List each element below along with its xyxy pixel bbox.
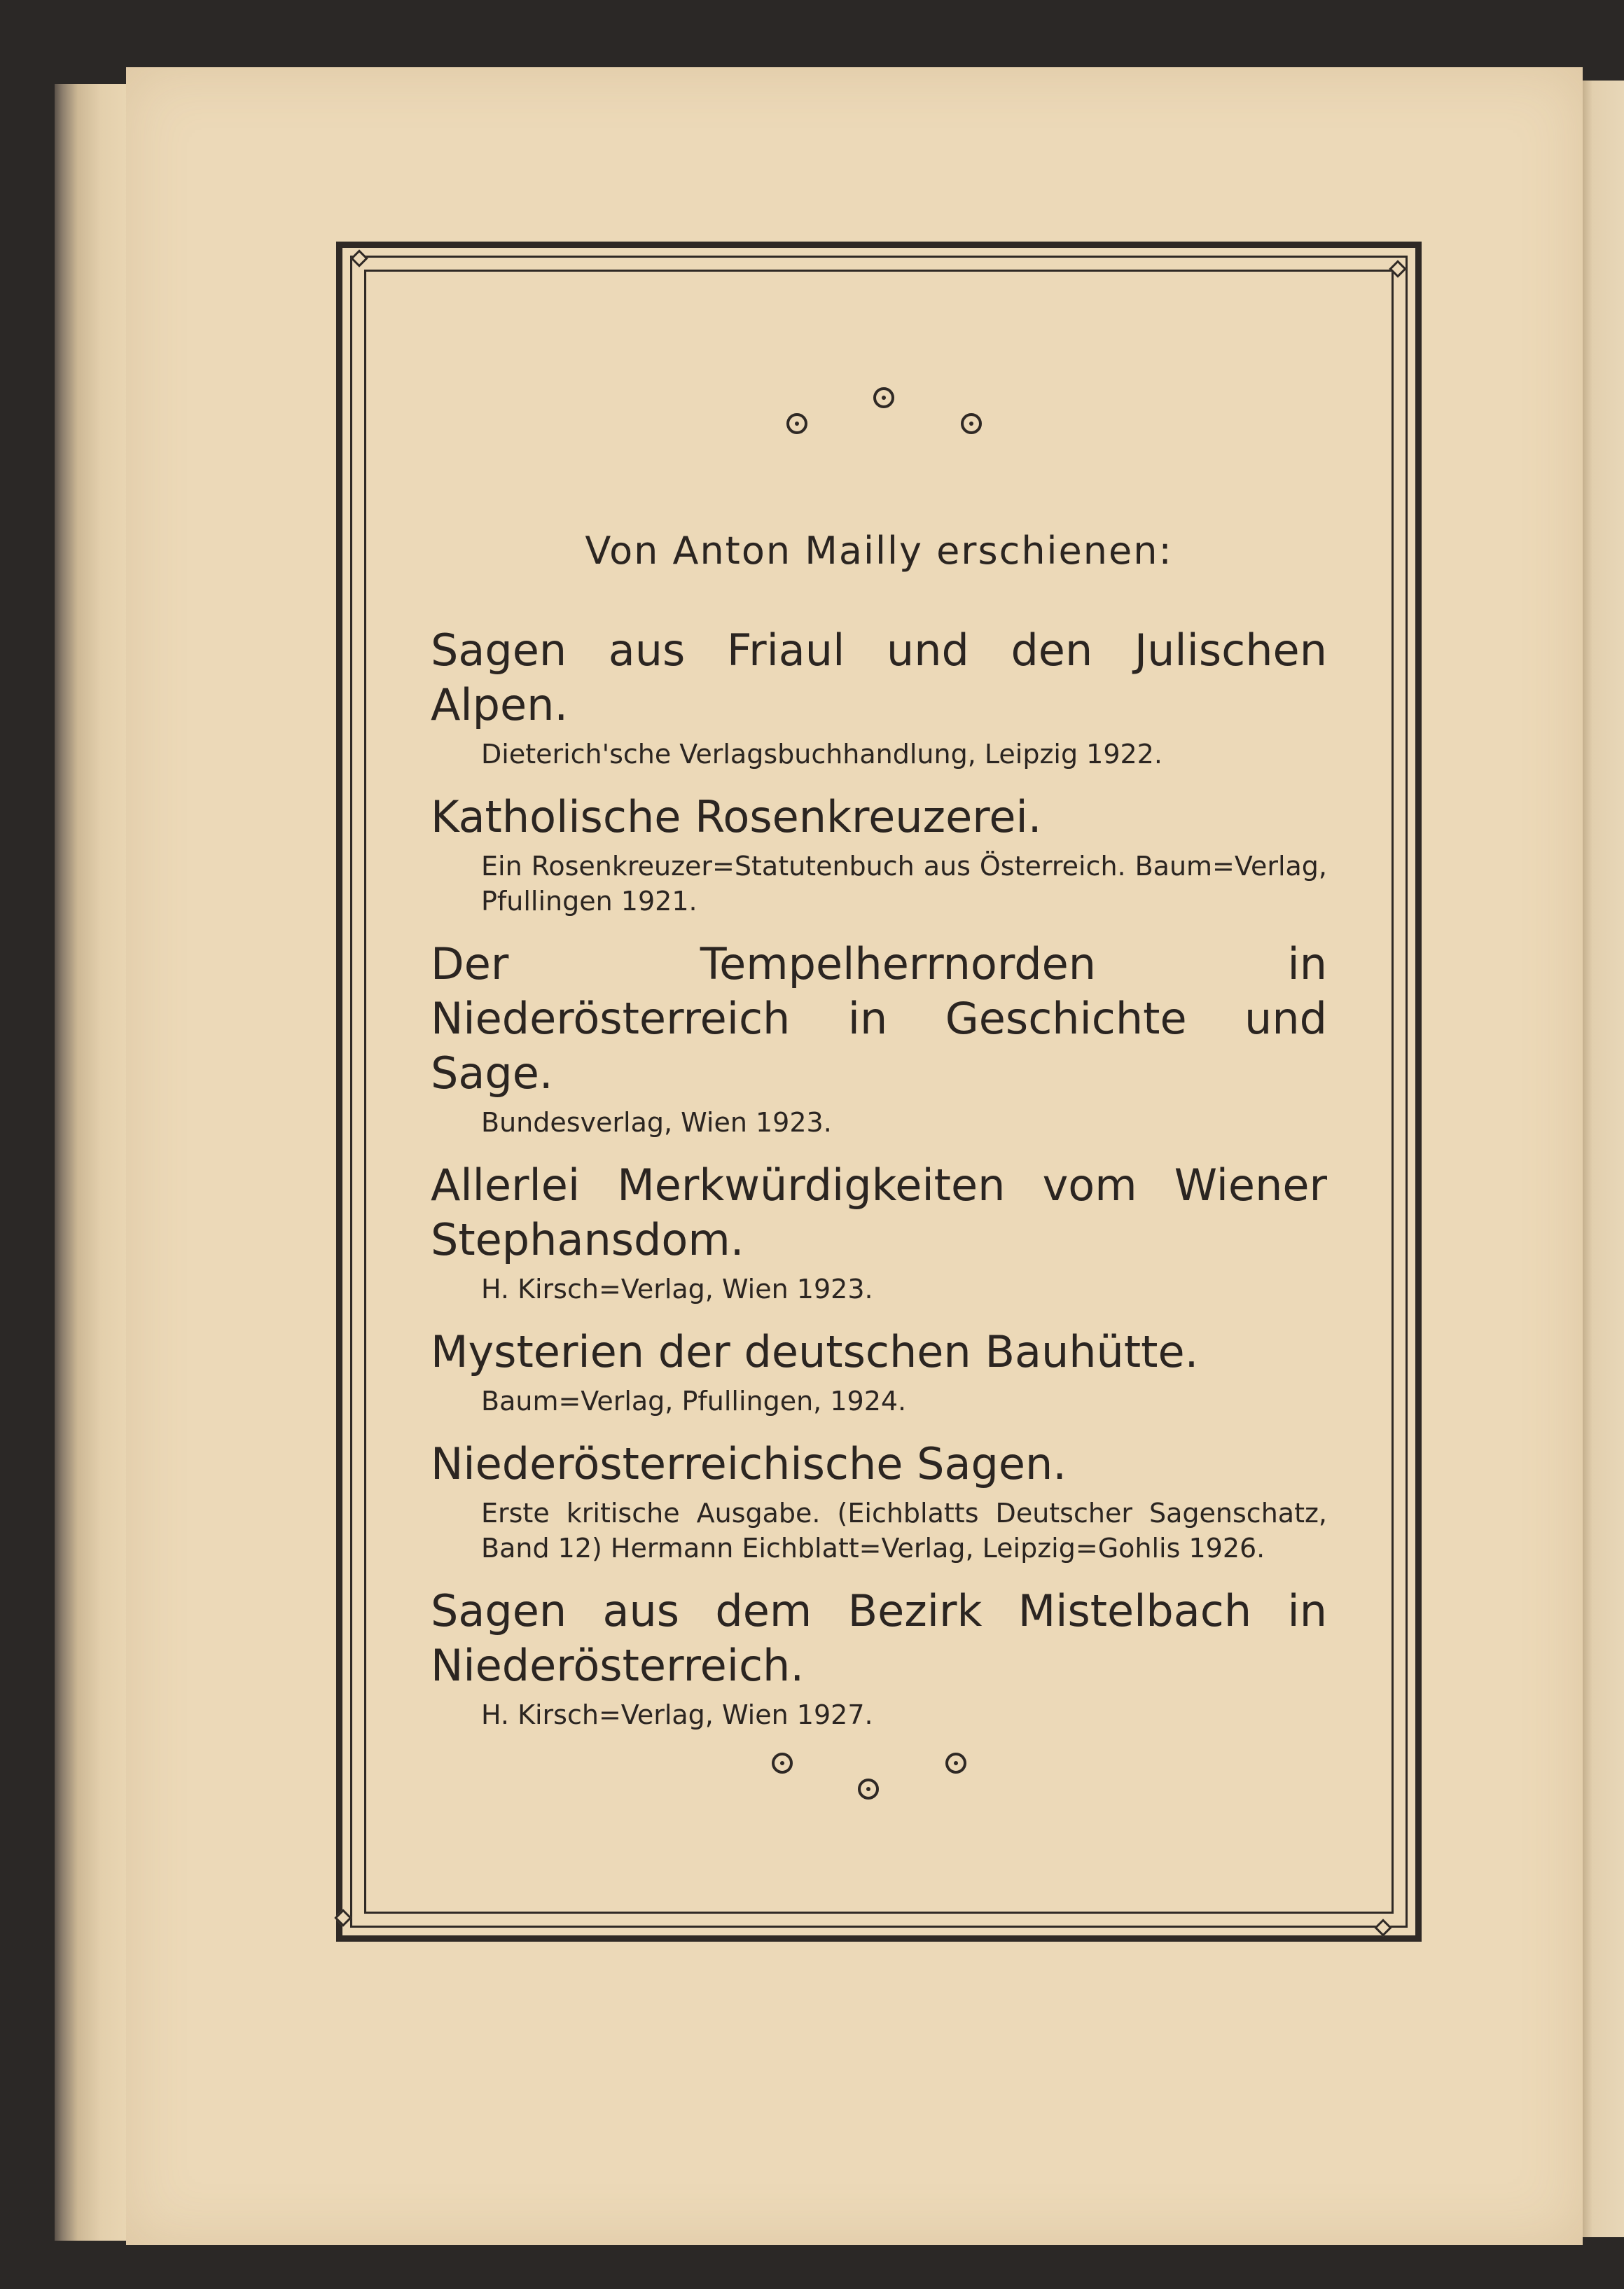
publication-publisher: H. Kirsch=Verlag, Wien 1927.	[481, 1699, 873, 1730]
publication-entry	[431, 790, 1327, 919]
publication-title: Niederösterreichische Sagen.	[431, 1438, 1067, 1489]
publication-publisher: Ein Rosenkreuzer=Statutenbuch aus Österreich. Baum=Verlag, Pfullingen 1921.	[481, 851, 1327, 917]
publication-publisher: Erste kritische Ausgabe. (Eichblatts Deutscher Sagenschatz, Band 12) Hermann Eichblatt=Verlag, Leipzig=Gohlis 1926.	[481, 1498, 1327, 1564]
ornament-ring-icon	[945, 1753, 966, 1774]
publication-list	[431, 623, 1327, 1751]
publication-title: Sagen aus dem Bezirk Mistelbach in Niederösterreich.	[431, 1585, 1327, 1691]
publication-publisher: Dieterich'sche Verlagsbuchhandlung, Leipzig 1922.	[481, 739, 1163, 770]
ornament-ring-icon	[858, 1779, 879, 1800]
publication-entry	[431, 1158, 1327, 1307]
page-edge-stack	[55, 84, 132, 2241]
facing-page-edge	[1576, 81, 1624, 2237]
publication-entry	[431, 623, 1327, 772]
publication-title: Mysterien der deutschen Bauhütte.	[431, 1326, 1199, 1377]
publication-entry	[431, 1584, 1327, 1732]
page-heading: Von Anton Mailly erschienen:	[585, 529, 1173, 573]
publication-publisher: Baum=Verlag, Pfullingen, 1924.	[481, 1386, 907, 1417]
ornament-ring-icon	[873, 387, 894, 408]
publication-entry	[431, 1437, 1327, 1566]
publication-publisher: Bundesverlag, Wien 1923.	[481, 1107, 832, 1138]
publication-title: Allerlei Merkwürdigkeiten vom Wiener Stephansdom.	[431, 1160, 1327, 1265]
publication-title: Sagen aus Friaul und den Julischen Alpen.	[431, 625, 1327, 730]
ornament-ring-icon	[772, 1753, 793, 1774]
ornament-ring-icon	[961, 413, 982, 434]
publication-entry	[431, 937, 1327, 1140]
ornament-ring-icon	[786, 413, 807, 434]
publication-entry	[431, 1325, 1327, 1419]
publication-publisher: H. Kirsch=Verlag, Wien 1923.	[481, 1274, 873, 1304]
publication-title: Katholische Rosenkreuzerei.	[431, 791, 1042, 842]
publication-title: Der Tempelherrnorden in Niederösterreich in Geschichte und Sage.	[431, 938, 1327, 1099]
